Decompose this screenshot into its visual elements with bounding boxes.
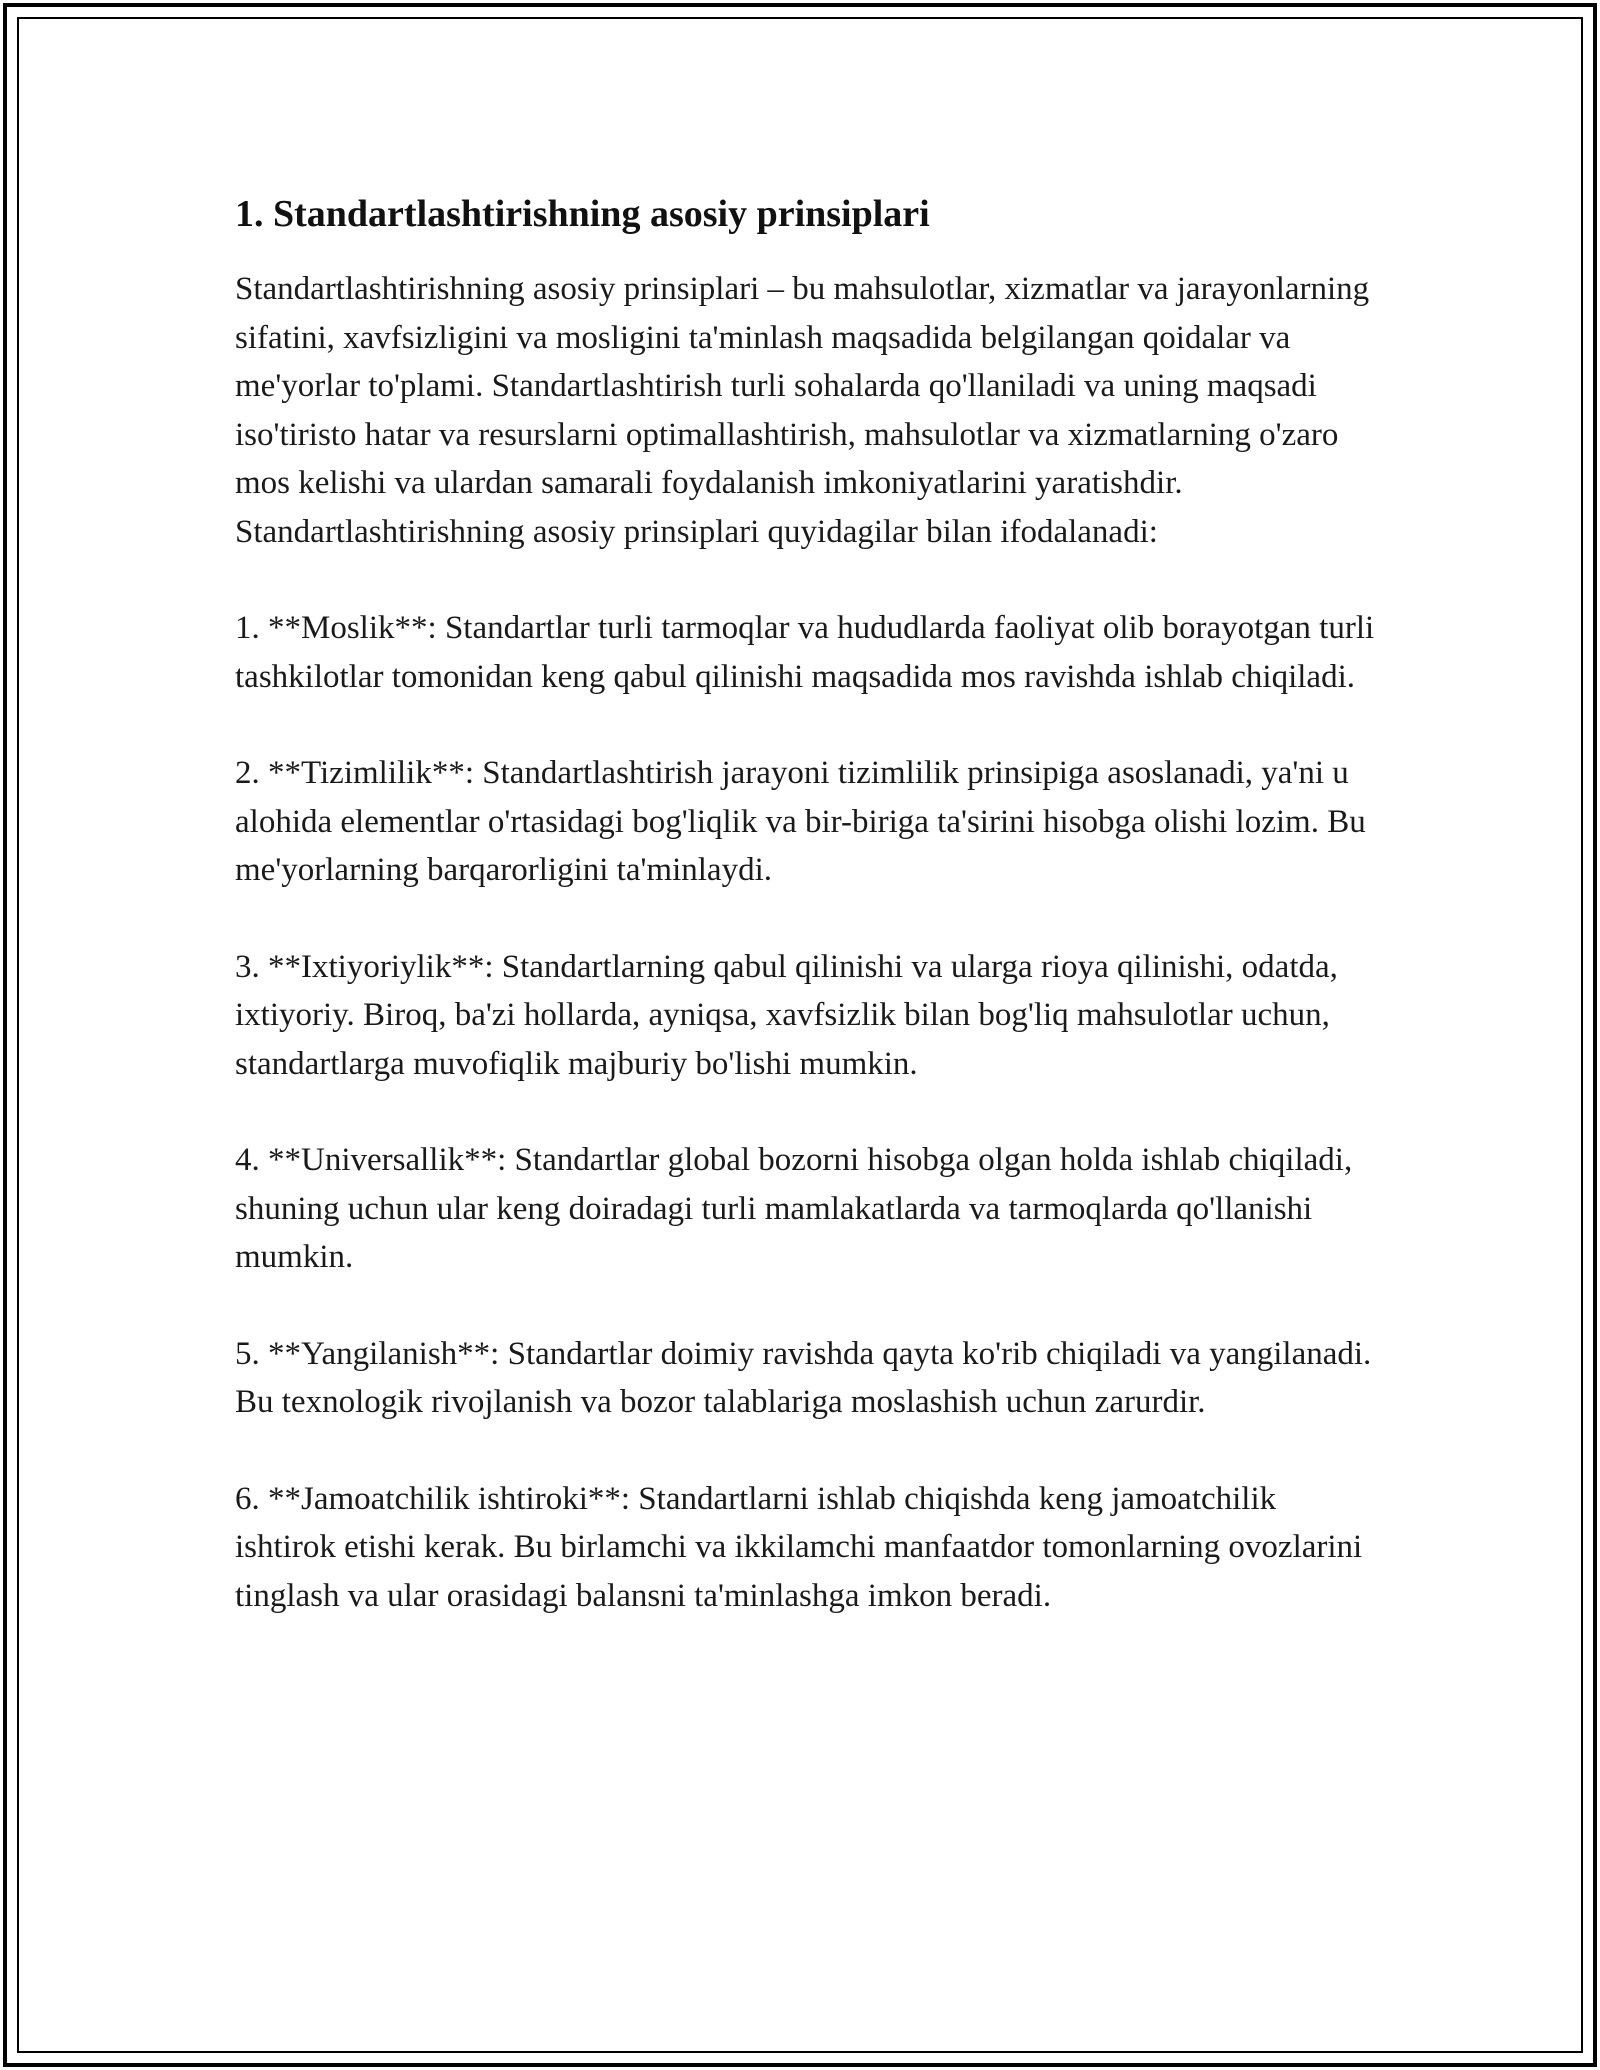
principle-item-universallik: 4. **Universallik**: Standartlar global bozorni hisobga olgan holda ishlab chiqiladi, shuning uchun ular keng doiradagi turli mamlakatlarda va tarmoqlarda qo'llanishi mumkin.	[235, 1142, 1353, 1275]
principle-item-yangilanish: 5. **Yangilanish**: Standartlar doimiy ravishda qayta ko'rib chiqiladi va yangilanadi. Bu texnologik rivojlanish va bozor talablariga moslashish uchun zarurdir.	[235, 1335, 1372, 1420]
intro-paragraph: Standartlashtirishning asosiy prinsiplari – bu mahsulotlar, xizmatlar va jarayonlarning sifatini, xavfsizligini va mosligini ta'minlash maqsadida belgilangan qoidalar va me'yorlar to'plami. Standartlashtirish turli sohalarda qo'llaniladi va uning maqsadi iso'tiristo hatar va resurslarni optimallashtirish, mahsulotlar va xizmatlarning o'zaro mos kelishi va ulardan samarali foydalanish imkoniyatlarini yaratishdir. Standartlashtirishning asosiy prinsiplari quyidagilar bilan ifodalanadi:	[235, 271, 1370, 550]
section-heading: 1. Standartlashtirishning asosiy prinsiplari	[235, 193, 930, 235]
principle-item-tizimlilik: 2. **Tizimlilik**: Standartlashtirish jarayoni tizimlilik prinsipiga asoslanadi, ya'ni u alohida elementlar o'rtasidagi bog'liqlik va bir-biriga ta'sirini hisobga olishi lozim. Bu me'yorlarning barqarorligini ta'minlaydi.	[235, 755, 1366, 888]
principle-item-moslik: 1. **Moslik**: Standartlar turli tarmoqlar va hududlarda faoliyat olib borayotgan turli tashkilotlar tomonidan keng qabul qilinishi maqsadida mos ravishda ishlab chiqiladi.	[235, 610, 1375, 695]
document-body	[235, 185, 1385, 1668]
principle-item-jamoatchilik: 6. **Jamoatchilik ishtiroki**: Standartlarni ishlab chiqishda keng jamoatchilik ishtirok etishi kerak. Bu birlamchi va ikkilamchi manfaatdor tomonlarning ovozlarini tinglash va ular orasidagi balansni ta'minlashga imkon beradi.	[235, 1480, 1363, 1614]
principle-item-ixtiyoriylik: 3. **Ixtiyoriylik**: Standartlarning qabul qilinishi va ularga rioya qilinishi, odatda, ixtiyoriy. Biroq, ba'zi hollarda, ayniqsa, xavfsizlik bilan bog'liq mahsulotlar uchun, standartlarga muvofiqlik majburiy bo'lishi mumkin.	[235, 948, 1338, 1082]
